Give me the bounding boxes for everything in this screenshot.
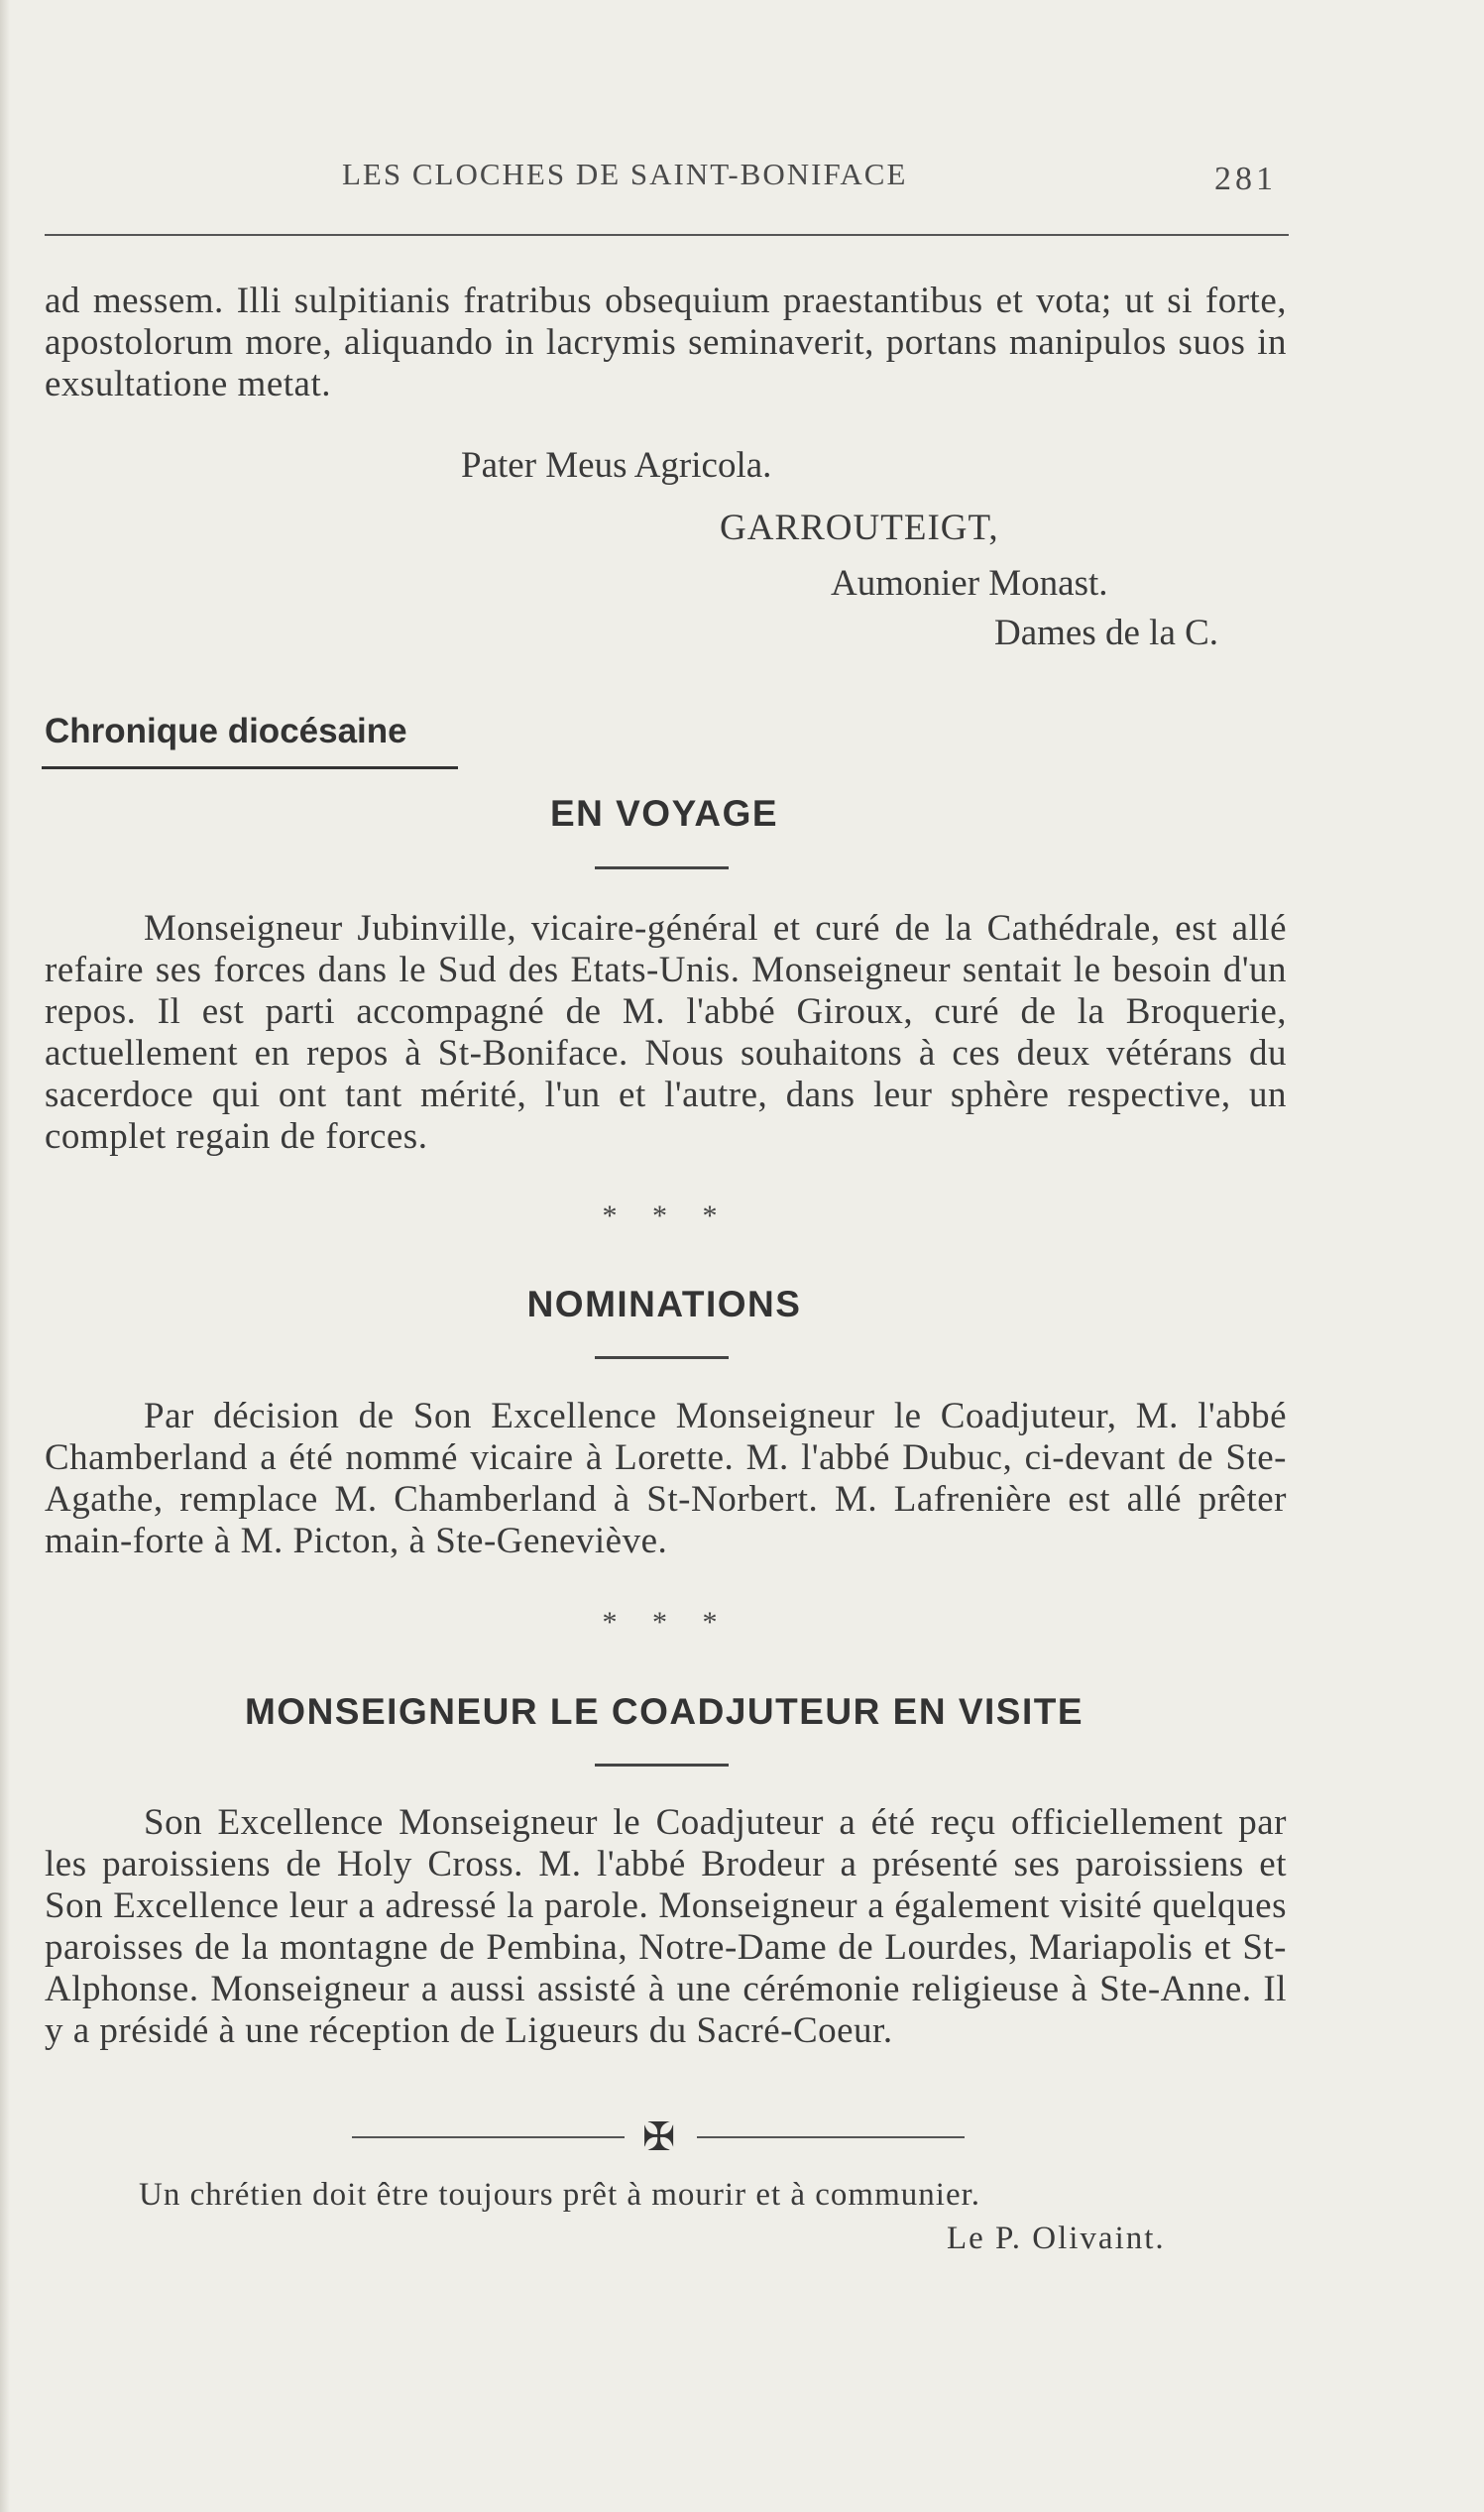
heading-rule xyxy=(595,1764,729,1767)
article-body-coadjuteur: Son Excellence Monseigneur le Coadjuteur a été reçu officiellement par les paroissiens de Holy Cross. M. l'abbé Brodeur a présenté ses paroissiens et Son Excellence leur a adressé la parole. Monseigneur a également visité quelques paroisses de la montagne de Pembina, Notre-Dame de Lourdes, Mariapolis et St-Alphonse. Monseigneur a aussi assisté à une cérémonie religieuse à Ste-Anne. Il y a présidé à une réception de Ligueurs du Sacré-Coeur. xyxy=(45,1802,1287,2051)
signature-title-1: Aumonier Monast. xyxy=(831,563,1108,604)
article-heading-en-voyage: EN VOYAGE xyxy=(549,793,779,834)
page-number: 281 xyxy=(1214,161,1277,197)
article-heading-nominations: NOMINATIONS xyxy=(526,1284,802,1324)
maltese-cross-icon: ✠ xyxy=(642,2114,676,2160)
section-label-underline xyxy=(42,766,458,769)
page-edge xyxy=(0,0,10,2512)
motto: Pater Meus Agricola. xyxy=(461,445,772,486)
signature-title-2: Dames de la C. xyxy=(994,613,1219,653)
running-title: LES CLOCHES DE SAINT-BONIFACE xyxy=(342,157,908,191)
ornament-rule-right xyxy=(697,2136,965,2138)
article-body-en-voyage: Monseigneur Jubinville, vicaire-général et curé de la Cathédrale, est allé refaire ses forces dans le Sud des Etats-Unis. Monseigneur sentait le besoin d'un repos. Il est parti accompagné de M. l'abbé Giroux, curé de la Broquerie, actuellement en repos à St-Boniface. Nous souhaitons à ces deux vétérans du sacerdoce qui ont tant mérité, l'un et l'autre, dans leur sphère respective, un complet regain de forces. xyxy=(45,908,1287,1157)
article-heading-coadjuteur: MONSEIGNEUR LE COADJUTEUR EN VISITE xyxy=(244,1691,1084,1732)
section-label: Chronique diocésaine xyxy=(45,712,407,750)
section-separator: * * * xyxy=(602,1606,732,1639)
article-body-nominations: Par décision de Son Excellence Monseigneur le Coadjuteur, M. l'abbé Chamberland a été nommé vicaire à Lorette. M. l'abbé Dubuc, ci-devant de Ste-Agathe, remplace M. Chamberland à St-Norbert. M. Lafrenière est allé prêter main-forte à M. Picton, à Ste-Geneviève. xyxy=(45,1396,1287,1561)
ornament-rule-left xyxy=(352,2136,625,2138)
section-separator: * * * xyxy=(602,1199,732,1232)
header-rule xyxy=(45,234,1289,236)
signature-name: GARROUTEIGT, xyxy=(720,508,999,548)
closing-quote: Un chrétien doit être toujours prêt à mourir et à communier. xyxy=(139,2177,981,2213)
heading-rule xyxy=(595,1356,729,1359)
heading-rule xyxy=(595,866,729,869)
running-header xyxy=(0,157,1484,196)
letter-paragraph: ad messem. Illi sulpitianis fratribus obsequium praestantibus et vota; ut si forte, apostolorum more, aliquando in lacrymis seminaverit, portans manipulos suos in exsultatione metat. xyxy=(45,281,1287,404)
closing-author: Le P. Olivaint. xyxy=(947,2221,1166,2256)
